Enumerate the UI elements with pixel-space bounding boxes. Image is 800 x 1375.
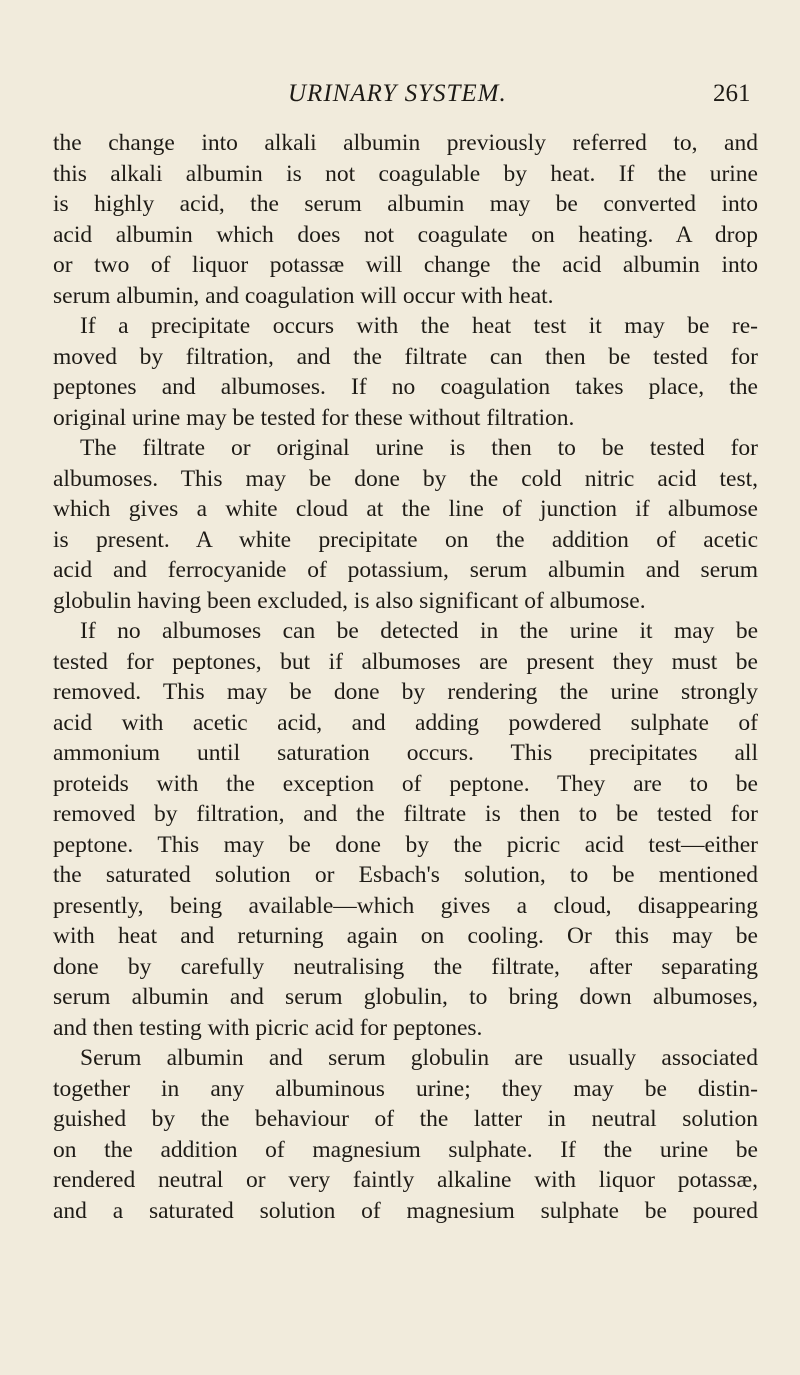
text-line: original urine may be tested for these without filtration. [53,404,575,431]
text-line: the change into alkali albumin previously referred to, and [53,130,758,156]
text-line: peptone. This may be done by the picric acid test—either [53,831,758,858]
text-line: acid and ferrocyanide of potassium, serum albumin and serum [53,557,758,583]
text-line: serum albumin, and coagulation will occur with heat. [53,282,554,309]
text-line: is highly acid, the serum albumin may be converted into [53,191,758,217]
text-line: the saturated solution or Esbach's solution, to be mentioned [53,862,758,888]
text-line: The filtrate or original urine is then to be tested for [80,435,758,461]
text-line: albumoses. This may be done by the cold nitric acid test, [53,465,758,492]
text-line: which gives a white cloud at the line of junction if albumose [53,496,758,522]
text-line: together in any albuminous urine; they may be distin- [53,1075,758,1102]
text-line: serum albumin and serum globulin, to bring down albumoses, [53,984,758,1010]
text-line: proteids with the exception of peptone. They are to be [53,770,758,797]
text-line: and a saturated solution of magnesium sulphate be poured [53,1197,758,1224]
text-line: this alkali albumin is not coagulable by heat. If the urine [53,160,758,187]
text-line: presently, being available—which gives a cloud, disappearing [53,892,758,919]
text-line: tested for peptones, but if albumoses are present they must be [53,648,758,675]
text-line: removed. This may be done by rendering the urine strongly [53,679,758,705]
page-number: 261 [713,80,751,107]
text-line: moved by filtration, and the filtrate can then be tested for [53,343,758,370]
body-text [53,128,758,1226]
text-line: done by carefully neutralising the filtrate, after separating [53,953,758,980]
text-line: removed by filtration, and the filtrate is then to be tested for [53,801,758,827]
text-line: If no albumoses can be detected in the urine it may be [80,618,758,644]
text-line: is present. A white precipitate on the addition of acetic [53,526,758,553]
text-line: ammonium until saturation occurs. This precipitates all [53,740,758,766]
text-line: acid with acetic acid, and adding powdered sulphate of [53,709,758,736]
text-line: Serum albumin and serum globulin are usually associated [80,1045,758,1071]
text-line: on the addition of magnesium sulphate. If the urine be [53,1136,758,1163]
text-line: peptones and albumoses. If no coagulation takes place, the [53,374,758,400]
text-line: globulin having been excluded, is also significant of albumose. [53,587,646,614]
text-line: acid albumin which does not coagulate on heating. A drop [53,221,758,248]
text-line: If a precipitate occurs with the heat test it may be re- [80,313,758,339]
text-line: and then testing with picric acid for peptones. [53,1014,483,1041]
running-title: URINARY SYSTEM. [288,80,507,107]
text-line: or two of liquor potassæ will change the acid albumin into [53,252,758,278]
text-line: rendered neutral or very faintly alkaline with liquor potassæ, [53,1167,758,1193]
running-head [0,80,800,114]
text-line: guished by the behaviour of the latter in neutral solution [53,1106,758,1132]
text-line: with heat and returning again on cooling. Or this may be [53,923,758,949]
